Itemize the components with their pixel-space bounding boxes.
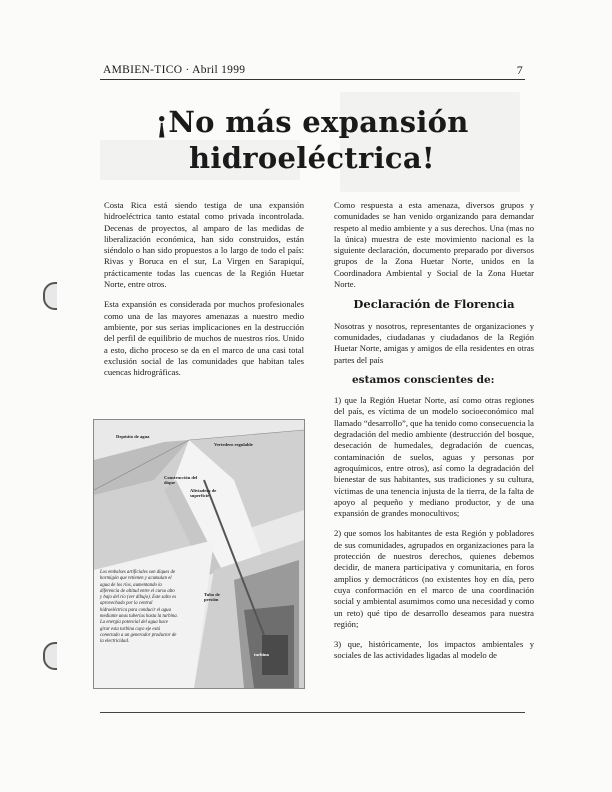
label-aliviadero: Aliviadero de superficie [190, 488, 217, 499]
footer-rule [100, 712, 525, 713]
declaration-intro: Nosotras y nosotros, representantes de organizaciones y comunidades, ciudadanas y ciudadanos de la Región Huetar Norte, amigas y amigos de ella residentes en otras partes del país [334, 320, 534, 365]
declaration-point: 1) que la Región Huetar Norte, así como otras regiones del país, es víctima de un modelo socioeconómico mal llamado “desarrollo”, que ha tenido como consecuencia la degradación del medio ambiente (destrucción del bosque, desecación de humedales, degradación de cuencas, contaminación de suelos, aguas y personas por agroquímicos, entre otros), así como la degradación del bienestar de sus habitantes, sus tradiciones y su cultura, víctimas de una tenencia injusta de la tierra, de la falta de apoyo al pequeño y mediano productor, y de una expansión de grandes monocultivos; [334, 395, 534, 519]
conscious-heading: estamos conscientes de: [352, 373, 495, 386]
page-number: 7 [516, 63, 523, 77]
dam-diagram [93, 419, 305, 689]
punch-hole [43, 642, 57, 670]
paragraph: Esta expansión es considerada por muchos profesionales como una de las mayores amenazas a nuestro medio ambiente, por sus serias implicaciones en la destrucción del perfil de equilibrio de muchos de nuestros ríos. Unido a esto, dicho proceso se da en el marco de una casi total exclusión social de las comunidades que habitan tales cuencas hidrográficas. [104, 299, 304, 378]
dam-illustration [94, 420, 304, 688]
punch-hole [43, 282, 57, 310]
declaration-point: 2) que somos los habitantes de esta Región y pobladores de sus comunidades, agrupados en organizaciones para la protección de nuestros derechos, quienes debemos decidir, de manera participativa y comunitaria, en foros amplios y democráticos (no existentes hoy en día, pero cuya conformación en el marco de una coordinación social y ambiental asumimos como una necesidad y como un reto) qué tipo de desarrollo deseamos para nuestra región; [334, 528, 534, 629]
right-column [334, 200, 534, 671]
title-line-1: ¡No más expansión [155, 105, 469, 139]
intro-paragraph: Como respuesta a esta amenaza, diversos grupos y comunidades se han venido organizando para demandar respeto al medio ambiente y a sus derechos. Una (mas no la única) muestra de este movimiento nacional es la siguiente declaración, documento preparado por diversos grupos de la Zona Huetar Norte, unidos en la Coordinadora Ambiental y Social de la Zona Huetar Norte. [334, 200, 534, 290]
label-construccion: Construcción del dique [164, 475, 198, 486]
label-vertedero: Vertedero regulable [214, 442, 253, 447]
declaration-title: Declaración de Florencia [353, 297, 515, 312]
label-tubo: Tubo de presión [204, 592, 220, 603]
running-header [103, 64, 523, 80]
figure-caption: Los embalses artificiales son diques de hormigón que retienen y acumulan el agua de los ríos, aumentando la diferencia de altitud entre el curso alto y bajo del río (ver dibujo). Este salto es aprovechado por la central hidroeléctrica para conducir el agua mediante unas tuberías hasta la turbina. La energía potencial del agua hace girar esta turbina cuyo eje está conectado a un generador productor de la electricidad. [100, 570, 178, 645]
header-rule [100, 79, 525, 80]
paragraph: Costa Rica está siendo testiga de una expansión hidroeléctrica tanto estatal como privada incontrolada. Decenas de proyectos, al amparo de las medidas de liberalización económica, han sido construidos, están siéndolo o han sido propuestos a lo largo de todo el país: Rivas y Boruca en el sur, La Virgen en Sarapiquí, prácticamente todas las cuencas de la Región Huetar Norte, entre otros. [104, 200, 304, 290]
publication-name: AMBIEN-TICO · Abril 1999 [103, 64, 246, 76]
label-deposito: Depósito de agua [116, 434, 150, 439]
declaration-point: 3) que, históricamente, los impactos ambientales y sociales de las actividades ligadas al modelo de [334, 639, 534, 661]
title-line-2: hidroeléctrica! [189, 141, 435, 175]
left-column [104, 200, 304, 387]
label-turbina: turbina [254, 652, 269, 657]
article-title [112, 104, 512, 176]
